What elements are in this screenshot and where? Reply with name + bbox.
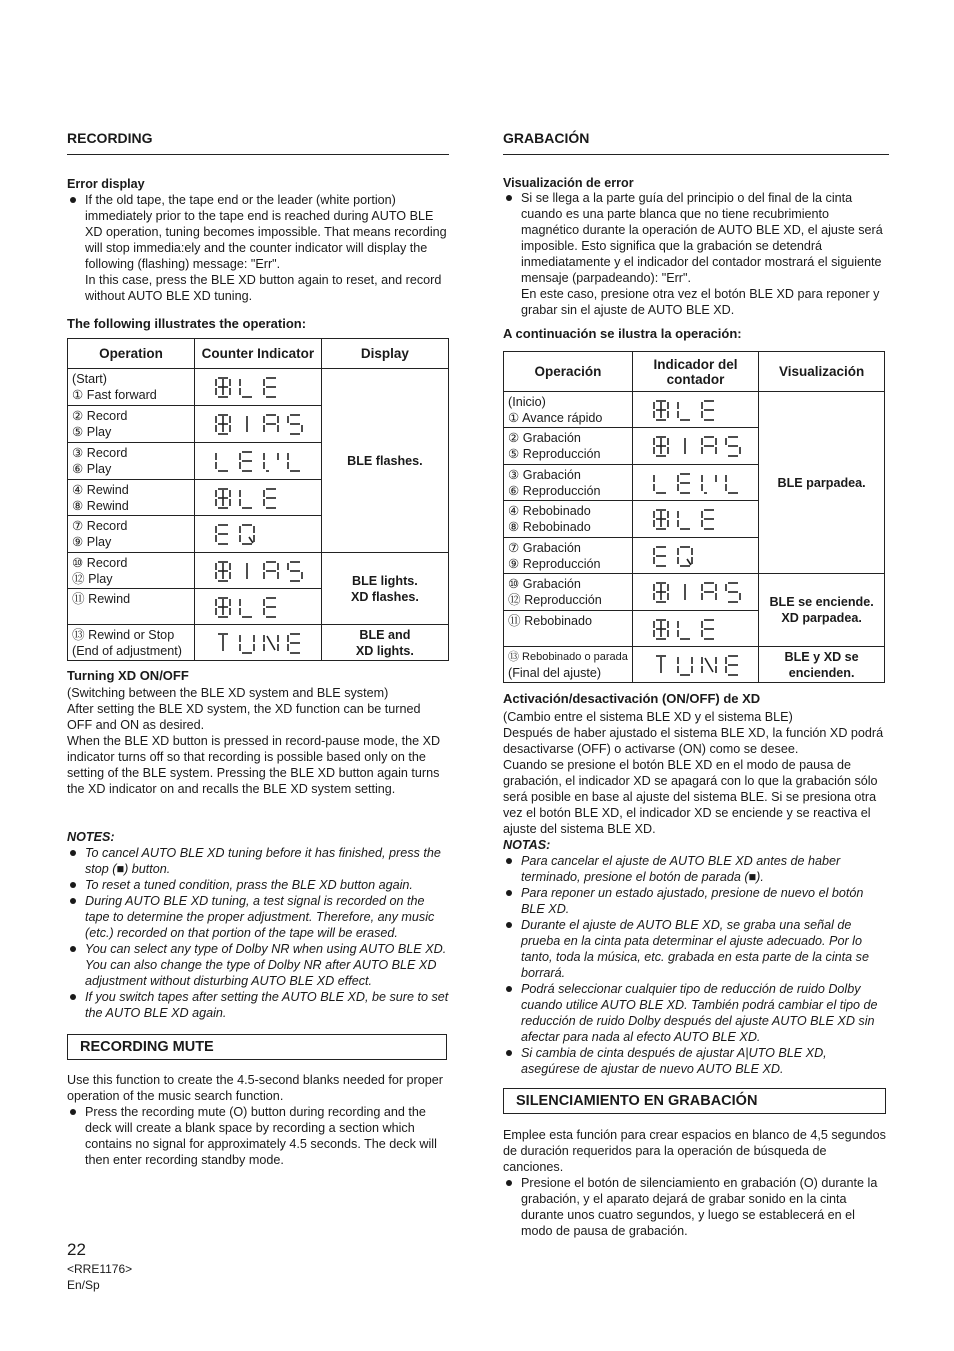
list-item: To cancel AUTO BLE XD tuning before it has finished, press the stop (■) button. bbox=[67, 845, 449, 877]
section-rule bbox=[503, 154, 889, 155]
table-row-op: ② Grabación ⑤ Reproducción bbox=[504, 428, 633, 465]
table-row-op: ⑩ Grabación ⑫ Reproducción bbox=[504, 574, 633, 611]
section-title: RECORDING bbox=[67, 130, 153, 146]
segment-char bbox=[654, 583, 668, 602]
segment-char bbox=[678, 657, 692, 675]
segment-char bbox=[216, 378, 230, 397]
table-row-op: ⑩ Record ⑫ Play bbox=[68, 553, 195, 589]
table-row-op: ④ Rebobinado ⑧ Rebobinado bbox=[504, 501, 633, 538]
turning-heading: Activación/desactivación (ON/OFF) de XD bbox=[503, 691, 761, 706]
segment bbox=[687, 559, 691, 565]
list-item: Para cancelar el ajuste de AUTO BLE XD antes de haber terminado, presione el botón de parada (■). bbox=[503, 853, 886, 885]
segment-char bbox=[702, 583, 716, 600]
counter-display bbox=[632, 647, 758, 683]
turning-heading: Turning XD ON/OFF bbox=[67, 668, 189, 683]
mute-bullet: Press the recording mute (O) button during recording and the deck will create a blank space by recording a section which contains no signal for approximately 4.5 seconds. The deck will then enter recording standby mode. bbox=[67, 1104, 449, 1168]
segment-display-glyph bbox=[653, 544, 701, 568]
list-item: You can select any type of Dolby NR when using AUTO BLE XD. You can also change the type of Dolby NR after AUTO BLE XD adjustment without disturbing AUTO BLE XD effect. bbox=[67, 941, 449, 989]
table-row-op: (Inicio) ① Avance rápido bbox=[504, 392, 633, 428]
table-row-op: ⑬ Rebobinado o parada (Final del ajuste) bbox=[504, 647, 633, 683]
error-text bbox=[67, 192, 449, 304]
counter-display bbox=[194, 589, 321, 625]
table-row-op: ③ Record ⑥ Play bbox=[68, 443, 195, 480]
header-operation: Operación bbox=[504, 352, 633, 392]
segment-char bbox=[726, 583, 740, 602]
segment-char bbox=[726, 437, 740, 456]
mute-text bbox=[503, 1127, 886, 1239]
counter-display bbox=[194, 625, 321, 661]
counter-display bbox=[632, 428, 758, 465]
segment-char bbox=[216, 453, 228, 471]
turning-text: (Switching between the BLE XD system and BLE system) After setting the BLE XD system, the XD function can be turned OFF and ON as desired. When the BLE XD button is pressed in record-pause mode, the XD indicator turns off so that recording is possible based only on the setting of the BLE system. Pressing the BLE XD button again turns the XD indicator on and recalls the BLE XD system setting. bbox=[67, 686, 441, 796]
segment-char bbox=[264, 635, 278, 651]
mute-intro: Use this function to create the 4.5-second blanks needed for proper operation of the music search function. bbox=[67, 1073, 443, 1103]
counter-display bbox=[632, 392, 758, 428]
list-item: If you switch tapes after setting the AUTO BLE XD, be sure to set the AUTO BLE XD again. bbox=[67, 989, 449, 1021]
segment-char bbox=[216, 489, 230, 508]
table-row-op: ⑪ Rebobinado bbox=[504, 611, 633, 647]
segment-display-glyph bbox=[653, 653, 749, 677]
error-bullet: Si se llega a la parte guía del principio o del final de la cinta cuando es una parte blanca que no tiene recubrimiento magnético durante la operación de AUTO BLE XD, el ajuste será imposible. Esto significa que la grabación se detendrá inmediatamente y el indicador del contador mostrará el siguiente mensaje (parpadeando): "Err". bbox=[503, 190, 886, 286]
segment-char bbox=[240, 525, 254, 544]
segment-char bbox=[264, 453, 278, 471]
segment-char bbox=[288, 415, 302, 434]
table-row-op: ⑬ Rewind or Stop (End of adjustment) bbox=[68, 625, 195, 661]
segment-display-glyph bbox=[215, 412, 311, 436]
header-operation: Operation bbox=[68, 339, 195, 369]
segment-char bbox=[240, 635, 254, 653]
segment-char bbox=[702, 620, 714, 639]
mute-intro: Emplee esta función para crear espacios en blanco de 4,5 segundos de duración requeridos para la operación de búsqueda de canciones. bbox=[503, 1128, 886, 1174]
segment-display-glyph bbox=[653, 471, 749, 495]
segment-char bbox=[218, 634, 228, 651]
counter-display bbox=[194, 406, 321, 443]
counter-display bbox=[632, 574, 758, 611]
segment-display-glyph bbox=[215, 522, 263, 546]
section-rule bbox=[67, 154, 449, 155]
header-counter-indicator: Counter Indicator bbox=[194, 339, 321, 369]
counter-display bbox=[194, 369, 321, 406]
segment-char bbox=[726, 656, 738, 675]
segment-display-glyph bbox=[653, 580, 749, 604]
segment bbox=[267, 636, 275, 650]
segment-char bbox=[702, 437, 716, 454]
segment-display-glyph bbox=[215, 486, 287, 510]
segment-char bbox=[678, 621, 690, 639]
segment-char bbox=[264, 489, 276, 508]
counter-display bbox=[194, 480, 321, 516]
segment-char bbox=[240, 599, 252, 617]
segment-char bbox=[264, 378, 276, 397]
counter-display bbox=[632, 611, 758, 647]
table-row-op: ④ Rewind ⑧ Rewind bbox=[68, 480, 195, 516]
turning-text: (Cambio entre el sistema BLE XD y el sistema BLE) Después de haber ajustado el sistema BLE XD, la función XD podrá desactivarse (OFF) o activarse (ON) como se desee. Cuando se presione el botón BLE XD en el modo de pausa de grabación, el indicador XD se apagará con lo que la grabación sólo será posible en base al ajuste del sistema BLE. Si se presiona otra vez el botón BLE XD, el indicador XD se enciende y se reactiva el ajuste del sistema BLE XD. bbox=[503, 710, 884, 836]
notes-list bbox=[67, 845, 449, 1021]
table-row-op: (Start) ① Fast forward bbox=[68, 369, 195, 406]
segment-char bbox=[654, 437, 668, 456]
illustrates-heading: A continuación se ilustra la operación: bbox=[503, 326, 742, 341]
segment-display-glyph bbox=[215, 449, 311, 473]
counter-display bbox=[632, 465, 758, 501]
error-continuation: In this case, press the BLE XD button again to reset, and record without AUTO BLE XD tuning. bbox=[85, 273, 442, 303]
error-continuation: En este caso, presione otra vez el botón BLE XD para reponer y grabar sin el ajuste de AUTO BLE XD. bbox=[521, 287, 880, 317]
counter-display bbox=[632, 538, 758, 574]
segment-display-glyph bbox=[215, 595, 287, 619]
segment-display-glyph bbox=[215, 375, 287, 399]
display-group-2: BLE se enciende. XD parpadea. bbox=[759, 574, 885, 647]
segment-char bbox=[702, 475, 716, 493]
list-item: To reset a tuned condition, prass the BLE XD button again. bbox=[67, 877, 449, 893]
table-row-op: ⑦ Grabación ⑨ Reproducción bbox=[504, 538, 633, 574]
header-counter-indicator: Indicador del contador bbox=[632, 352, 758, 392]
counter-display bbox=[194, 516, 321, 553]
table-row-op: ⑦ Record ⑨ Play bbox=[68, 516, 195, 553]
display-group-2: BLE lights. XD flashes. bbox=[321, 553, 448, 625]
counter-display bbox=[632, 501, 758, 538]
document-code: <RRE1176> En/Sp bbox=[67, 1262, 133, 1292]
segment-char bbox=[264, 415, 278, 432]
operation-table bbox=[67, 338, 449, 661]
header-display: Visualización bbox=[759, 352, 885, 392]
segment-char bbox=[288, 453, 300, 471]
list-item: During AUTO BLE XD tuning, a test signal is recorded on the tape to determine the proper adjustment. Therefore, any music (etc.) recorded on that portion of the tape will be erased. bbox=[67, 893, 449, 941]
segment-char bbox=[702, 657, 716, 673]
segment-char bbox=[654, 475, 666, 493]
notes-heading: NOTES: bbox=[67, 830, 115, 844]
error-text bbox=[503, 190, 886, 318]
segment-char bbox=[678, 474, 690, 493]
error-heading: Visualización de error bbox=[503, 176, 634, 190]
segment-char bbox=[216, 415, 230, 434]
segment-char bbox=[726, 475, 738, 493]
table-row-op: ⑪ Rewind bbox=[68, 589, 195, 625]
notes-heading: NOTAS: bbox=[503, 838, 551, 852]
segment-char bbox=[240, 452, 252, 471]
segment-char bbox=[288, 634, 300, 653]
header-display: Display bbox=[321, 339, 448, 369]
segment bbox=[705, 658, 713, 672]
segment-char bbox=[216, 562, 230, 581]
counter-display bbox=[194, 443, 321, 480]
display-group-3: BLE and XD lights. bbox=[321, 625, 448, 661]
segment-char bbox=[216, 598, 230, 617]
segment-char bbox=[654, 547, 666, 566]
segment-display-glyph bbox=[653, 398, 725, 422]
notes-list bbox=[503, 853, 886, 1077]
segment-char bbox=[678, 547, 692, 566]
segment-char bbox=[654, 401, 668, 420]
segment-char bbox=[678, 511, 690, 529]
segment-display-glyph bbox=[653, 434, 749, 458]
segment-char bbox=[240, 379, 252, 397]
display-group-1: BLE parpadea. bbox=[759, 392, 885, 574]
segment-display-glyph bbox=[215, 559, 311, 583]
display-group-1: BLE flashes. bbox=[321, 369, 448, 553]
page-number: 22 bbox=[67, 1240, 86, 1259]
list-item: Si cambia de cinta después de ajustar A|UTO BLE XD, asegúrese de ajustar de nuevo AUTO BLE XD. bbox=[503, 1045, 886, 1077]
segment-char bbox=[654, 620, 668, 639]
mute-text bbox=[67, 1072, 449, 1168]
segment-char bbox=[678, 402, 690, 420]
operation-table bbox=[503, 351, 885, 683]
error-bullet: If the old tape, the tape end or the leader (white portion) immediately prior to the tape end is reached during AUTO BLE XD operation, tuning becomes impossible. That means recording will stop immedia:ely and the counter indicator will display the following (flashing) message: "Err". bbox=[67, 192, 449, 272]
segment-char bbox=[216, 525, 228, 544]
segment-char bbox=[654, 510, 668, 529]
list-item: Para reponer un estado ajustado, presione de nuevo el botón BLE XD. bbox=[503, 885, 886, 917]
display-group-3: BLE y XD se encienden. bbox=[759, 647, 885, 683]
table-row-op: ③ Grabación ⑥ Reproducción bbox=[504, 465, 633, 501]
segment-display-glyph bbox=[653, 617, 725, 641]
segment-char bbox=[702, 510, 714, 529]
segment-char bbox=[240, 490, 252, 508]
list-item: Durante el ajuste de AUTO BLE XD, se graba una señal de prueba en la cinta pata determinar el ajuste adecuado. Por lo tanto, toda la música, etc. grabada en esta parte de la cinta se borrará. bbox=[503, 917, 886, 981]
segment-char bbox=[702, 401, 714, 420]
mute-bullet: Presione el botón de silenciamiento en grabación (O) durante la grabación, y el aparato dejará de grabar sonido en la cinta durante unos cuatro segundos, y luego se establecerá en el modo de pausa de grabación. bbox=[503, 1175, 886, 1239]
segment-display-glyph bbox=[653, 507, 725, 531]
segment-char bbox=[264, 598, 276, 617]
segment-char bbox=[264, 562, 278, 579]
segment-display-glyph bbox=[215, 631, 311, 655]
list-item: Podrá seleccionar cualquier tipo de reducción de ruido Dolby cuando utilice AUTO BLE XD. También podrá cambiar el tipo de reducción de ruido Dolby después del ajuste AUTO BLE XD sin afectar para nada al efecto AUTO BLE XD. bbox=[503, 981, 886, 1045]
segment-char bbox=[288, 562, 302, 581]
section-title: GRABACIÓN bbox=[503, 130, 590, 146]
segment bbox=[249, 537, 253, 543]
segment-char bbox=[656, 656, 666, 673]
illustrates-heading: The following illustrates the operation: bbox=[67, 316, 307, 331]
mute-title: RECORDING MUTE bbox=[67, 1034, 447, 1060]
table-row-op: ② Record ⑤ Play bbox=[68, 406, 195, 443]
error-heading: Error display bbox=[67, 177, 145, 191]
mute-title: SILENCIAMIENTO EN GRABACIÓN bbox=[503, 1088, 886, 1114]
counter-display bbox=[194, 553, 321, 589]
